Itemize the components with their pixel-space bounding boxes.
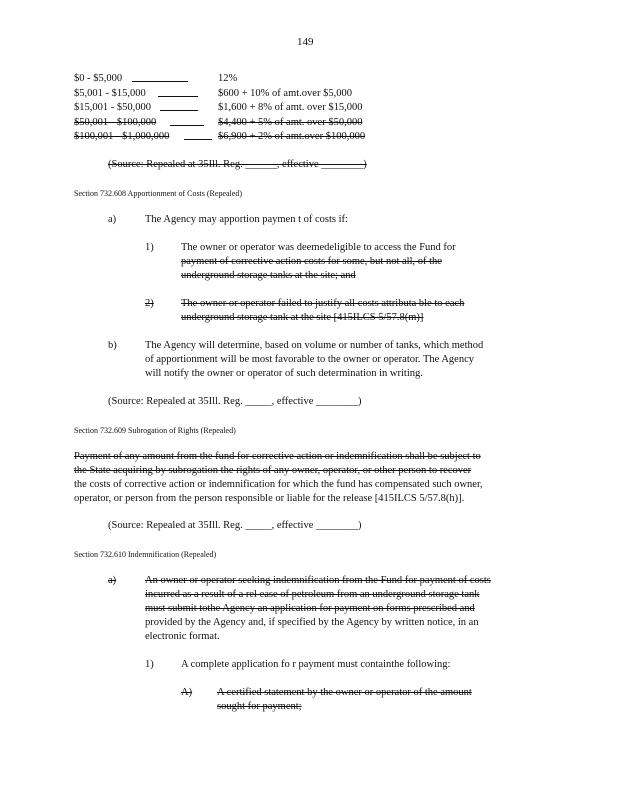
paragraph-line: the costs of corrective action or indemnification for which the fund has compensated such owner, (74, 479, 483, 490)
paragraph-line: electronic format. (145, 631, 220, 642)
paragraph-line: A complete application fo r payment must containthe following: (181, 659, 451, 670)
fee-range: $50,001 - $100,000 (74, 117, 157, 128)
section-heading: Section 732.609 Subrogation of Rights (Repealed) (74, 426, 236, 435)
item-label: A) (181, 687, 193, 698)
paragraph-line: The owner or operator failed to justify all costs attributa ble to each (181, 298, 465, 309)
item-label: a) (108, 575, 117, 586)
fee-row (74, 130, 394, 143)
fee-rate: $600 + 10% of amt.over $5,000 (218, 88, 352, 99)
fee-row (74, 87, 394, 100)
fee-rate: $1,600 + 8% of amt. over $15,000 (218, 102, 363, 113)
item-label: 1) (145, 242, 154, 253)
paragraph-text: The Agency may apportion paymen t of costs if: (145, 214, 348, 225)
fee-range: $0 - $5,000 (74, 73, 123, 84)
page-number: 149 (297, 36, 314, 48)
paragraph-line: The Agency will determine, based on volume or number of tanks, which method (145, 340, 484, 351)
fee-row (74, 101, 394, 114)
fee-row (74, 72, 394, 85)
paragraph-line: A certified statement by the owner or operator of the amount (217, 687, 472, 698)
item-label: 2) (145, 298, 154, 309)
fee-rate: 12% (218, 73, 238, 84)
paragraph-line: underground storage tank at the site [415ILCS 5/57.8(m)] (181, 312, 424, 323)
paragraph-line: incurred as a result of a rel ease of petroleum from an underground storage tank (145, 589, 480, 600)
fee-row (74, 116, 394, 129)
source-note: (Source: Repealed at 35Ill. Reg. _____, effective ________) (108, 520, 362, 531)
fee-rate: $6,900 + 2% of amt.over $100,000 (218, 131, 366, 142)
section-heading: Section 732.608 Apportionment of Costs (Repealed) (74, 189, 242, 198)
fee-range: $15,001 - $50,000 (74, 102, 151, 113)
paragraph-line: provided by the Agency and, if specified by the Agency by written notice, in an (145, 617, 479, 628)
paragraph-line: must submit tothe Agency an application for payment on forms prescribed and (145, 603, 475, 614)
paragraph-line: sought for payment; (217, 701, 302, 712)
paragraph-line: payment of corrective action costs for some, but not all, of the (181, 256, 442, 267)
paragraph-line: An owner or operator seeking indemnification from the Fund for payment of costs (145, 575, 491, 586)
item-label: b) (108, 340, 117, 351)
item-label: 1) (145, 659, 154, 670)
section-heading: Section 732.610 Indemnification (Repealed) (74, 550, 217, 559)
item-label: a) (108, 214, 117, 225)
paragraph-line: Payment of any amount from the fund for corrective action or indemnification shall be subject to (74, 451, 481, 462)
source-note: (Source: Repealed at 35Ill. Reg. ______, effective ________) (108, 159, 367, 170)
paragraph-line: will notify the owner or operator of such determination in writing. (145, 368, 423, 379)
paragraph-line: underground storage tanks at the site; and (181, 270, 356, 281)
fee-range: $100,001 - $1,000,000 (74, 131, 170, 142)
fee-range: $5,001 - $15,000 (74, 88, 146, 99)
paragraph-line: The owner or operator was deemedeligible to access the Fund for (181, 242, 456, 253)
source-note: (Source: Repealed at 35Ill. Reg. _____, effective ________) (108, 396, 362, 407)
paragraph-line: of apportionment will be most favorable to the owner or operator. The Agency (145, 354, 475, 365)
paragraph-line: the State acquiring by subrogation the rights of any owner, operator, or other person to recover (74, 465, 472, 476)
paragraph-line: operator, or person from the person responsible or liable for the release [415ILCS 5/57.8(h)]. (74, 493, 465, 504)
fee-rate: $4,400 + 5% of amt. over $50,000 (218, 117, 363, 128)
